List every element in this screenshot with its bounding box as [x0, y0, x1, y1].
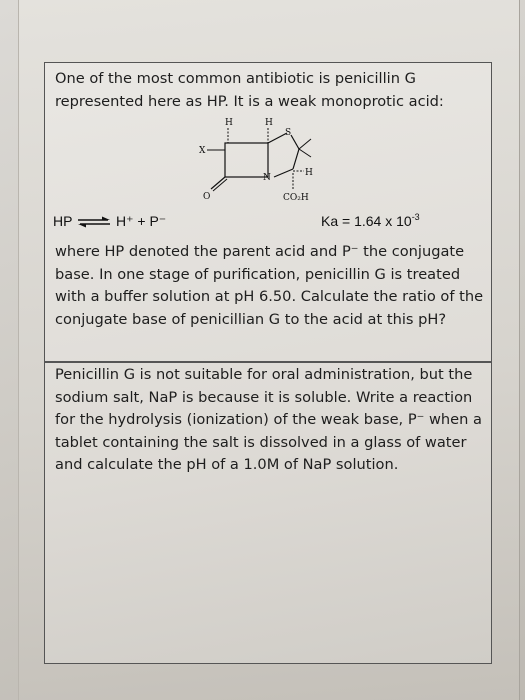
question-1-text: where HP denoted the parent acid and P⁻ the conjugate base. In one stage of purification, penicillin G is treated with a buffer solution at pH 6.50. Calculate the ratio of the conjugate base of penicillian G to the acid at this pH?: [55, 243, 484, 328]
label-h-side: H: [305, 168, 313, 178]
penicillin-structure: [187, 113, 337, 208]
section-divider: [45, 361, 491, 363]
ka-exponent: -3: [411, 212, 420, 222]
ka-value: Ka = 1.64 x 10: [321, 213, 412, 229]
problem-box: [44, 62, 492, 664]
label-o: O: [203, 192, 211, 202]
equilibrium-equation: [53, 213, 483, 233]
intro-text: One of the most common antibiotic is penicillin G represented here as HP. It is a weak monoprotic acid:: [55, 70, 444, 110]
eq-reactant: HP: [53, 213, 73, 229]
label-n: N: [263, 173, 271, 183]
question-2-text: Penicillin G is not suitable for oral administration, but the sodium salt, NaP is because it is soluble. Write a reaction for the hydrolysis (ionization) of the weak base, P⁻ when a tablet containing the salt is dissolved in a glass of water and calculate the pH of a 1.0M of NaP solution.: [55, 366, 482, 473]
label-s: S: [285, 128, 292, 138]
label-h2: H: [265, 118, 273, 128]
label-h1: H: [225, 118, 233, 128]
label-x: X: [199, 146, 206, 156]
eq-products: H⁺ + P⁻: [115, 213, 167, 229]
equilibrium-arrow-icon: [76, 216, 112, 228]
label-co2h: CO₂H: [283, 193, 309, 203]
